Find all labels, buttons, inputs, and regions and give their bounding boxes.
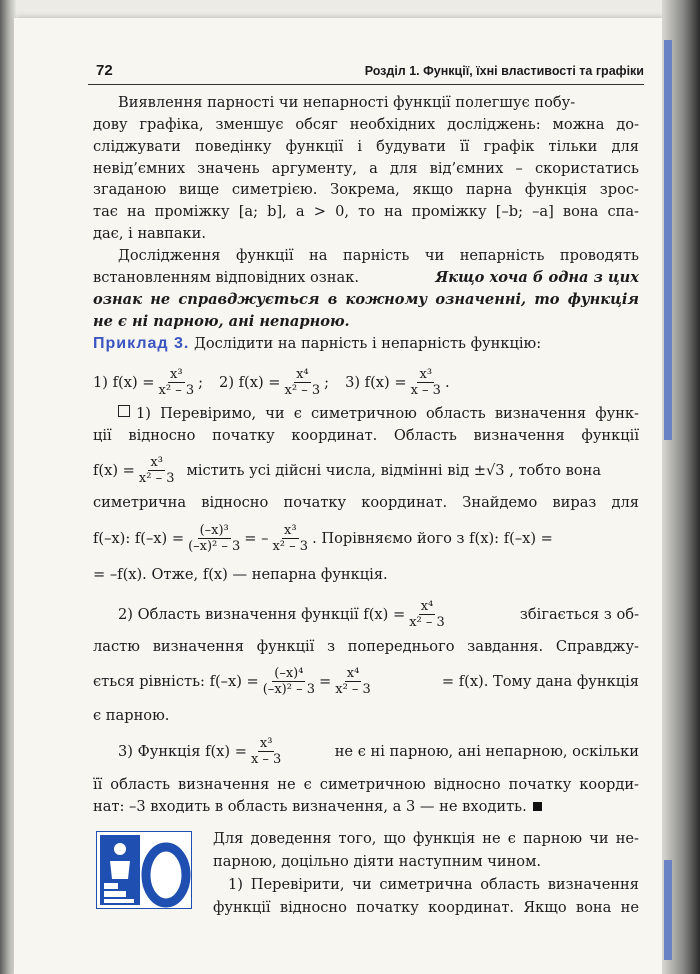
- text-line: ції відносно початку координат. Область визначення функції: [93, 427, 639, 444]
- text-line: ознак не справджується в кожному означенні, то функція: [93, 291, 639, 308]
- text-line: згаданою вище симетрією. Зокрема, якщо парна функція зрос-: [93, 181, 639, 198]
- fraction: $\frac{\text{x³}}{\text{x² – 3}}$: [138, 454, 175, 486]
- solution-start-icon: [118, 405, 130, 417]
- fraction: $\frac{\text{x⁴}}{\text{x² – 3}}$: [335, 665, 371, 697]
- text-line: f(–x): f(–x) = $\frac{\text{(–x)³}}{\text{(–x)² – 3}}$ = – $\frac{\text{x³}}{\text{x² – 3}}$ . Порівняємо його з f(x): f(–x) =: [93, 522, 553, 554]
- text-line: є парною.: [93, 707, 170, 724]
- functions-list: 1) f(x) = $\frac{\text{x³}}{\text{x² – 3}}$ ; 2) f(x) = $\frac{\text{x⁴}}{\text{x² – 3}}$ ; 3) f(x) = $\frac{\text{x³}}{x - 3}$ .: [93, 366, 450, 398]
- fraction: $\frac{\text{(–x)³}}{\text{(–x)² – 3}}$: [188, 522, 241, 554]
- text-line: невід’ємних значень аргументу, а для від’ємних – скористатись: [93, 160, 639, 177]
- text-line: ється рівність: f(–x) = $\frac{\text{(–x)⁴}}{\text{(–x)² – 3}}$ = $\frac{\text{x⁴}}{\text{x² – 3}}$ = f(x). Тому дана функція: [93, 665, 639, 697]
- note-line: функції відносно початку координат. Якщо вона не: [213, 899, 639, 916]
- example-heading: [93, 335, 639, 353]
- note-line: парною, доцільно діяти наступним чином.: [213, 853, 542, 870]
- fraction: $\frac{\text{x³}}{\text{x² – 3}}$: [158, 366, 195, 398]
- text-line: 3) Функція f(x) = $\frac{\text{x³}}{x - 3}$ не є ні парною, ані непарною, оскільки: [118, 735, 639, 767]
- text-line: встановленням відповідних ознак. Якщо хоча б одна з цих: [93, 269, 639, 286]
- fraction: $\frac{\text{(–x)⁴}}{\text{(–x)² – 3}}$: [262, 665, 315, 697]
- text-line: дає, і навпаки.: [93, 225, 207, 242]
- text-line: Дослідження функції на парність чи непарність проводять: [118, 247, 639, 264]
- note-line: 1) Перевірити, чи симетрична область визначення: [228, 876, 639, 893]
- remember-icon: [96, 831, 192, 909]
- text-line: = –f(x). Отже, f(x) — непарна функція.: [93, 566, 388, 583]
- fraction: $\frac{\text{x⁴}}{\text{x² – 3}}$: [284, 366, 321, 398]
- rule-emphasis: Якщо хоча б одна з цих: [435, 269, 639, 286]
- page-edge-tab: [664, 860, 672, 960]
- page-edge-tab: [664, 40, 672, 440]
- example-label: Приклад 3.: [93, 335, 190, 352]
- note-line: Для доведення того, що функція не є парною чи не-: [213, 830, 639, 847]
- text-line: ластю визначення функції з попереднього завдання. Справджу-: [93, 638, 639, 655]
- fraction: $\frac{\text{x⁴}}{\text{x² – 3}}$: [409, 598, 445, 630]
- text-line: не є ні парною, ані непарною.: [93, 313, 350, 330]
- fraction: $\frac{\text{x³}}{\text{x² – 3}}$: [272, 522, 309, 554]
- text-line: сліджувати поведінку функції і будувати її графік тільки для: [93, 138, 639, 155]
- section-title: Розділ 1. Функції, їхні властивості та графіки: [364, 64, 644, 78]
- text-line: Виявлення парності чи непарності функції полегшує побу-: [118, 94, 576, 111]
- text-line: симетрична відносно початку координат. Знайдемо вираз для: [93, 494, 639, 511]
- text-line: її область визначення не є симетричною відносно початку коорди-: [93, 776, 639, 793]
- text-line: f(x) = $\frac{\text{x³}}{\text{x² – 3}}$ містить усі дійсні числа, відмінні від ±√3 , тобто вона: [93, 454, 602, 486]
- text-line: тає на проміжку [a; b], a > 0, то на проміжку [–b; –a] вона спа-: [93, 203, 639, 220]
- text-line: 1) Перевіримо, чи є симетричною область визначення функ-: [118, 405, 639, 422]
- fraction: $\frac{\text{x³}}{x - 3}$: [410, 366, 441, 398]
- fraction: $\frac{\text{x³}}{x - 3}$: [250, 735, 282, 767]
- page-header: [88, 58, 644, 85]
- example-task: Дослідити на парність і непарність функцію:: [193, 335, 542, 352]
- text-line: нат: –3 входить в область визначення, а 3 — не входить.: [93, 798, 639, 815]
- end-of-proof-icon: [533, 802, 542, 811]
- text-line: 2) Область визначення функції f(x) = $\frac{\text{x⁴}}{\text{x² – 3}}$ збігається з об-: [118, 598, 639, 630]
- page-number: 72: [96, 62, 113, 79]
- text-line: дову графіка, зменшує обсяг необхідних досліджень: можна до-: [93, 116, 639, 133]
